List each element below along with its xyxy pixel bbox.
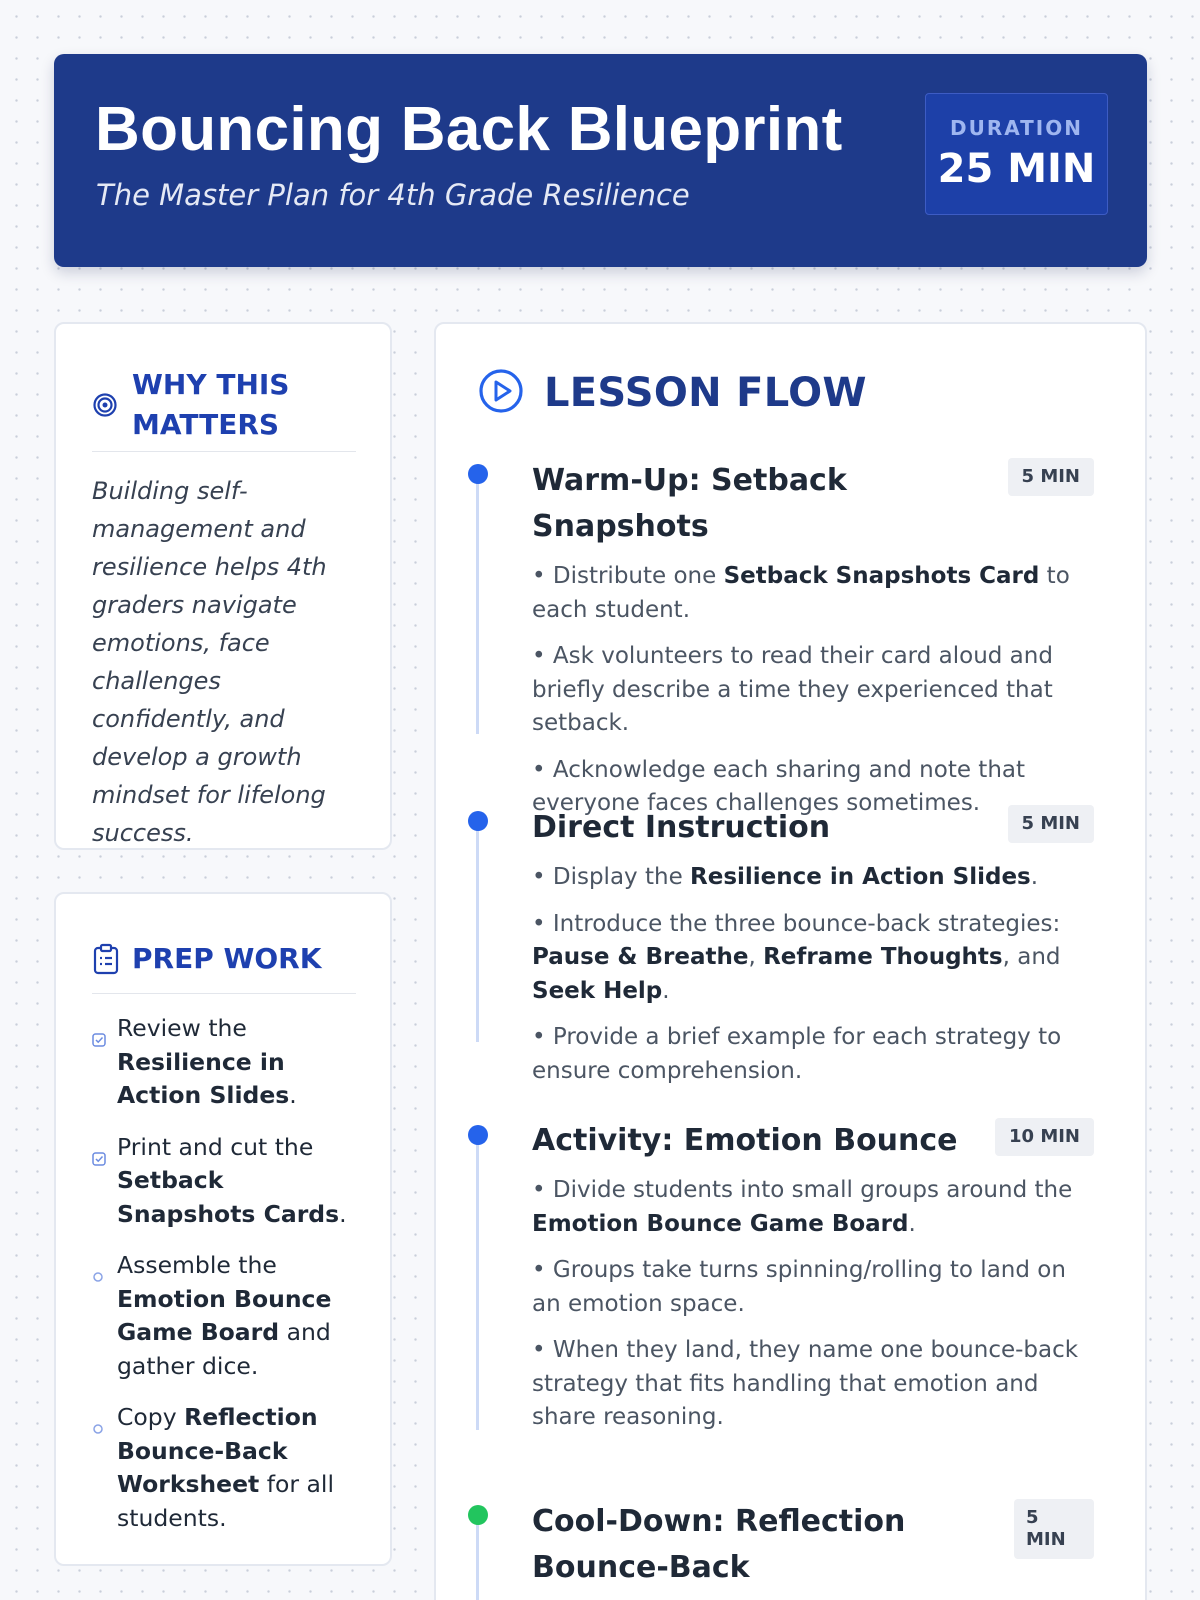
- lesson-step: [532, 805, 1094, 1101]
- lesson-step: [532, 1499, 1094, 1591]
- timeline-dot-final: [468, 1505, 488, 1525]
- target-icon: [92, 392, 132, 418]
- step-title: Warm-Up: Setback Snapshots: [532, 463, 847, 544]
- step-title: Cool-Down: Reflection Bounce-Back: [532, 1504, 906, 1585]
- checked-box-icon: [92, 1012, 117, 1057]
- step-bullets: [532, 1174, 1094, 1435]
- step-bullet: • Groups take turns spinning/rolling to land on an emotion space.: [532, 1257, 1066, 1317]
- bullet-circle-icon: [92, 1249, 117, 1294]
- lesson-flow-heading: [478, 368, 867, 418]
- timeline-connector: [476, 474, 479, 734]
- why-text: Building self-management and resilience helps 4th graders navigate emotions, face challenges confidently, and develop a growth mindset for lifelong success.: [92, 477, 327, 847]
- step-title: Activity: Emotion Bounce: [532, 1123, 958, 1158]
- prep-list: [92, 1012, 360, 1553]
- step-title: Direct Instruction: [532, 810, 831, 845]
- duration-value: 25 MIN: [937, 146, 1096, 192]
- step-bullets: [532, 861, 1094, 1088]
- timeline-dot: [468, 464, 488, 484]
- step-time-badge: 5 MIN: [1014, 1499, 1094, 1559]
- why-heading: [92, 358, 356, 452]
- prep-heading: [92, 924, 356, 994]
- step-bullet: • Provide a brief example for each strategy to ensure comprehension.: [532, 1024, 1062, 1084]
- lesson-step: [532, 1118, 1094, 1448]
- clipboard-icon: [92, 943, 132, 975]
- prep-item: Review the Resilience in Action Slides.: [92, 1012, 360, 1113]
- step-time-badge: 10 MIN: [995, 1118, 1094, 1156]
- step-bullet: • Distribute one Setback Snapshots Card to each student.: [532, 563, 1070, 623]
- step-bullet: • When they land, they name one bounce-back strategy that fits handling that emotion and share reasoning.: [532, 1337, 1079, 1430]
- checked-box-icon: [92, 1131, 117, 1176]
- step-time-badge: 5 MIN: [1008, 458, 1094, 496]
- bullet-circle-icon: [92, 1401, 117, 1446]
- prep-heading-text: PREP WORK: [132, 941, 322, 975]
- timeline-connector: [476, 1516, 479, 1600]
- page-title: Bouncing Back Blueprint: [95, 95, 843, 164]
- prep-work-card: [54, 892, 392, 1566]
- step-bullet: • Divide students into small groups around the Emotion Bounce Game Board.: [532, 1177, 1073, 1237]
- lesson-step: [532, 458, 1094, 834]
- lesson-flow-title: LESSON FLOW: [544, 370, 867, 416]
- lesson-flow-card: [434, 322, 1147, 1600]
- step-bullets: [532, 560, 1094, 821]
- why-heading-line1: WHY THIS: [132, 367, 290, 401]
- duration-badge: [925, 93, 1108, 215]
- why-this-matters-card: [54, 322, 392, 850]
- lesson-header: [54, 54, 1147, 267]
- timeline-connector: [476, 822, 479, 1042]
- duration-label: DURATION: [950, 116, 1083, 140]
- step-time-badge: 5 MIN: [1008, 805, 1094, 843]
- prep-item: Assemble the Emotion Bounce Game Board and gather dice.: [92, 1249, 360, 1383]
- page-subtitle: The Master Plan for 4th Grade Resilience: [96, 178, 690, 212]
- why-heading-line2: MATTERS: [132, 407, 280, 441]
- play-circle-icon: [478, 368, 524, 418]
- timeline-dot: [468, 811, 488, 831]
- prep-item: Copy Reflection Bounce-Back Worksheet for all students.: [92, 1401, 360, 1535]
- timeline-dot: [468, 1125, 488, 1145]
- prep-item: Print and cut the Setback Snapshots Cards.: [92, 1131, 360, 1232]
- step-bullet: • Display the Resilience in Action Slides.: [532, 864, 1039, 890]
- step-bullet: • Acknowledge each sharing and note that everyone faces challenges sometimes.: [532, 756, 1026, 816]
- step-bullet: • Introduce the three bounce-back strategies: Pause & Breathe, Reframe Thoughts, and Seek Help.: [532, 910, 1061, 1004]
- timeline-connector: [476, 1136, 479, 1430]
- step-bullet: • Ask volunteers to read their card aloud and briefly describe a time they experienced that setback.: [532, 643, 1053, 736]
